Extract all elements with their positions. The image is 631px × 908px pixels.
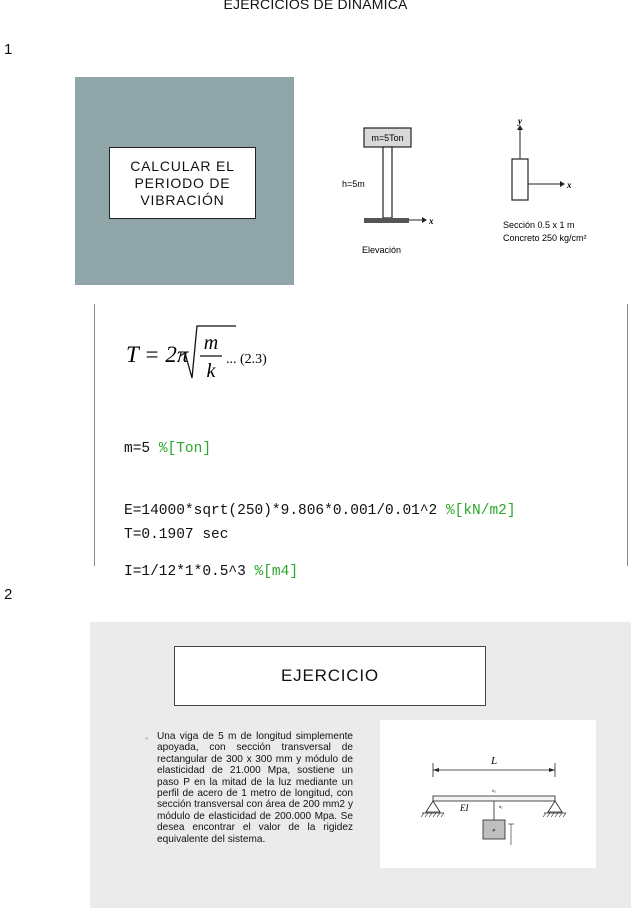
k1-label: k₁ [492,788,496,793]
page-title: EJERCICIOS DE DINAMICA [223,0,408,12]
k2-label: k₂ [499,804,503,809]
beam [433,796,555,801]
code-text: E=14000*sqrt(250)*9.806*0.001/0.01^2 [124,502,446,519]
left-support [426,801,440,812]
calc-box-line: VIBRACIÓN [140,191,225,208]
exercise-statement: Una viga de 5 m de longitud simplemente apoyada, con sección transversal de rectangular de 300 x 300 mm y módulo de elasticidad de 21.000 Mpa, sostiene un paso P en la mitad de la luz mediante un perfil de acero de 1 metro de longitud, con sección transversal con área de 200 mm2 y módulo de elasticidad de 200.000 Mpa. Se desea encontrar el valor de la rigidez equivalente del sistema. [157,731,353,845]
code-line [124,501,516,522]
x-axis-label: x [567,180,572,190]
right-hatch [543,813,566,817]
code-comment: %[kN/m2] [445,502,516,519]
section-diagram [495,112,625,252]
x-axis-arrow [560,181,565,187]
formula-numerator: m [203,332,219,354]
cross-section-rect [512,159,528,200]
span-arrow [433,768,439,772]
calc-box-line: PERIODO DE [134,174,231,191]
section-number: 1 [4,41,13,58]
formula-reference: ... (2.3) [226,352,267,367]
exercise-heading: EJERCICIO [281,666,379,685]
bullet-icon: ◦ [145,733,149,743]
code-text: m=5 [124,441,159,457]
code-comment: %[Ton] [158,441,212,457]
calc-box-line: CALCULAR EL [130,157,235,174]
load-label: P [492,828,496,833]
code-result: T=0.1907 sec [124,527,229,543]
beam-diagram [380,720,596,868]
section-dimensions-label: Sección 0.5 x 1 m [503,220,575,230]
right-support [548,801,562,812]
calculate-period-box [109,147,256,219]
elevation-diagram [330,112,440,262]
code-text: I=1/12*1*0.5^3 [124,564,255,580]
code-line [124,562,516,583]
code-line [124,439,516,460]
period-formula [118,318,318,390]
exercise-heading-box [174,646,486,706]
code-comment: %[m4] [254,564,299,580]
section-number: 2 [4,586,13,603]
beam-stiffness-label: EI [460,803,469,813]
left-hatch [421,813,444,817]
column-element [383,147,392,218]
mass-label: m=5Ton [371,133,404,143]
ground-base [364,218,409,223]
x-axis-label: x [429,216,434,226]
span-label: L [490,755,498,767]
span-arrow [549,768,555,772]
formula-denominator: k [206,360,216,382]
height-label: h=5m [342,179,365,189]
concrete-strength-label: Concreto 250 kg/cm² [503,233,587,243]
x-axis-arrow [422,217,427,223]
formula-lhs: T = 2π [126,342,189,367]
y-axis-label: y [518,116,522,126]
elevation-label: Elevación [362,245,402,255]
